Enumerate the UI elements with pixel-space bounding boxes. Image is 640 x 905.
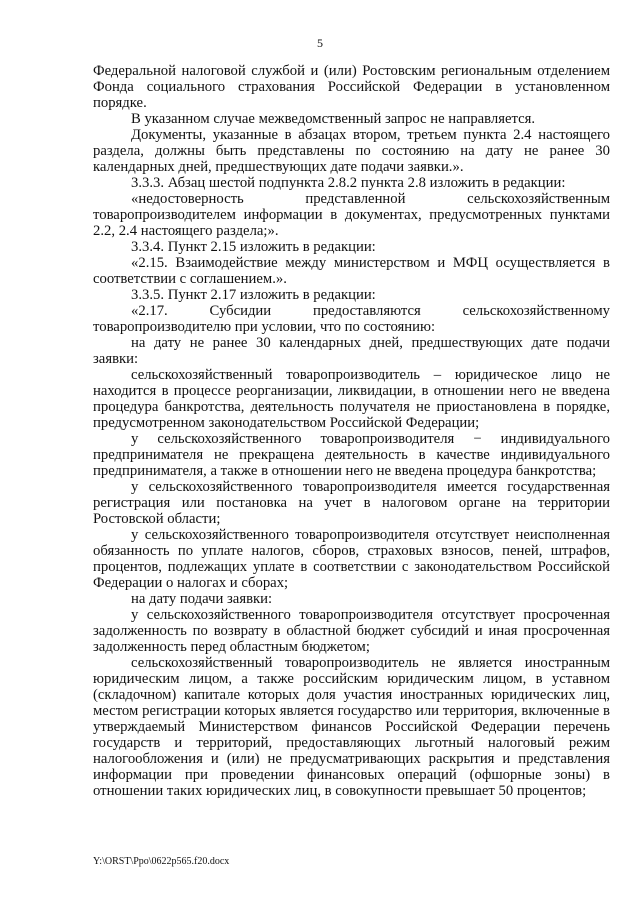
paragraph: у сельскохозяйственного товаропроизводителя отсутствует неисполненная обязанность по уплате налогов, сборов, страховых взносов, пеней, штрафов, процентов, подлежащих уплате в соответствии с законодательством Российской Федерации о налогах и сборах;: [93, 527, 610, 591]
paragraph: на дату подачи заявки:: [131, 591, 273, 607]
page-number: 5: [317, 36, 323, 50]
paragraph: на дату не ранее 30 календарных дней, предшествующих дате подачи заявки:: [93, 335, 610, 367]
paragraph: сельскохозяйственный товаропроизводитель не является иностранным юридическим лицом, а также российским юридическим лицом, в уставном (складочном) капитале которых доля участия иностранных юридических лиц, местом регистрации которых является государство или территория, включенные в утверждаемый Министерством финансов Российской Федерации перечень государств и территорий, предоставляющих льготный налоговый режим налогообложения и (или) не предусматривающих раскрытия и представления информации при проведении финансовых операций (офшорные зоны) в отношении таких юридических лиц, в совокупности превышает 50 процентов;: [93, 655, 610, 799]
paragraph: 3.3.3. Абзац шестой подпункта 2.8.2 пункта 2.8 изложить в редакции:: [131, 175, 566, 191]
paragraph: у сельскохозяйственного товаропроизводителя отсутствует просроченная задолженность по возврату в областной бюджет субсидий и иная просроченная задолженность перед областным бюджетом;: [93, 607, 610, 655]
paragraph: 3.3.4. Пункт 2.15 изложить в редакции:: [131, 239, 376, 255]
paragraph: Документы, указанные в абзацах втором, третьем пункта 2.4 настоящего раздела, должны быть представлены по состоянию на дату не ранее 30 календарных дней, предшествующих дате подачи заявки.».: [93, 127, 610, 175]
document-body: [93, 63, 610, 799]
paragraph: Федеральной налоговой службой и (или) Ростовским региональным отделением Фонда социального страхования Российской Федерации в установленном порядке.: [93, 63, 610, 111]
paragraph: сельскохозяйственный товаропроизводитель – юридическое лицо не находится в процессе реорганизации, ликвидации, в отношении него не введена процедура банкротства, деятельность получателя не приостановлена в порядке, предусмотренном законодательством Российской Федерации;: [93, 367, 610, 431]
paragraph: «2.15. Взаимодействие между министерством и МФЦ осуществляется в соответствии с соглашением.».: [93, 255, 610, 287]
paragraph: у сельскохозяйственного товаропроизводителя − индивидуального предпринимателя не прекращена деятельность в качестве индивидуального предпринимателя, а также в отношении него не введена процедура банкротства;: [93, 431, 610, 479]
paragraph: 3.3.5. Пункт 2.17 изложить в редакции:: [131, 287, 376, 303]
paragraph: «2.17. Субсидии предоставляются сельскохозяйственному товаропроизводителю при условии, что по состоянию:: [93, 303, 610, 335]
paragraph: «недостоверность представленной сельскохозяйственным товаропроизводителем информации в документах, предусмотренных пунктами 2.2, 2.4 настоящего раздела;».: [93, 191, 610, 239]
paragraph: В указанном случае межведомственный запрос не направляется.: [131, 111, 536, 127]
file-path-footer: Y:\ORST\Ppo\0622p565.f20.docx: [93, 856, 230, 867]
paragraph: у сельскохозяйственного товаропроизводителя имеется государственная регистрация или постановка на учет в налоговом органе на территории Ростовской области;: [93, 479, 610, 527]
